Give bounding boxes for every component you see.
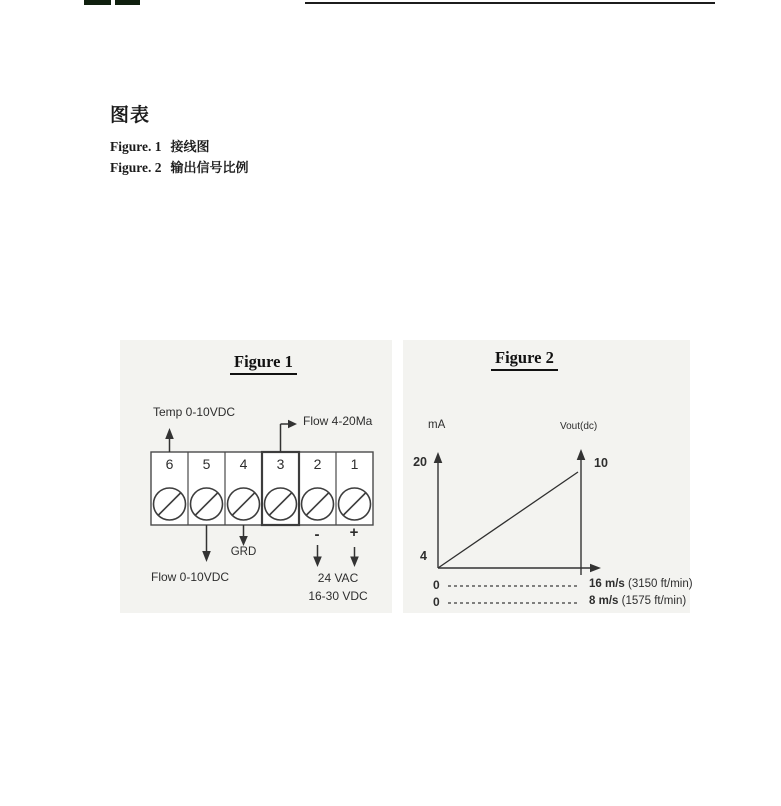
- flow010-arrow: [202, 525, 211, 562]
- terminal-number-6: 6: [165, 456, 174, 472]
- left-axis: [434, 452, 443, 568]
- range1-speed: 16 m/s: [589, 578, 625, 590]
- temp-output-label: Temp 0-10VDC: [153, 405, 236, 419]
- range2-zero: 0: [433, 595, 440, 609]
- right-axis-top-tick: 10: [594, 456, 608, 470]
- grd-label: GRD: [230, 546, 257, 558]
- figure1-panel: [120, 340, 392, 613]
- power-label-line1: 24 VAC: [317, 571, 359, 585]
- page-title: 图表: [110, 105, 151, 126]
- range2-label: [589, 595, 686, 607]
- minus-sign: -: [314, 526, 320, 543]
- range1-alt: (3150 ft/min): [624, 578, 693, 590]
- left-axis-bottom-tick: 4: [420, 549, 427, 563]
- range2-speed: 8 m/s: [589, 595, 619, 607]
- flow420-arrow: [281, 420, 298, 452]
- figure2-panel: [403, 340, 693, 613]
- logo-fragment-right: [115, 0, 140, 5]
- figure-2-ref: Figure. 2: [110, 160, 162, 175]
- plus-sign: +: [349, 524, 359, 541]
- logo-fragment-left: [84, 0, 111, 5]
- flow-010vdc-label: Flow 0-10VDC: [151, 570, 230, 584]
- figure2-title: Figure 2: [491, 348, 558, 371]
- figure-1-caption: 接线图: [170, 139, 210, 154]
- range1-label: [589, 578, 693, 590]
- terminal-number-1: 1: [350, 456, 359, 472]
- grd-arrow: [239, 525, 248, 546]
- header-rule: [305, 2, 715, 4]
- power-label-line2: 16-30 VDC: [308, 589, 368, 603]
- terminal-number-3: 3: [276, 456, 285, 472]
- terminal-number-4: 4: [239, 456, 248, 472]
- figure2-graph-graphics: [403, 340, 690, 613]
- x-axis: [438, 564, 601, 573]
- right-axis: [577, 449, 586, 575]
- terminal-number-2: 2: [313, 456, 322, 472]
- plus-arrow: [350, 547, 359, 567]
- terminal-number-5: 5: [202, 456, 211, 472]
- ma-axis-label: mA: [428, 419, 446, 431]
- flow-420ma-label: Flow 4-20Ma: [303, 414, 373, 428]
- vout-axis-label: Vout(dc): [560, 421, 598, 432]
- minus-arrow: [313, 545, 322, 567]
- left-axis-top-tick: 20: [413, 455, 427, 469]
- figure-2-caption: 输出信号比例: [170, 160, 249, 175]
- figure-list-item-1: [110, 136, 210, 155]
- figure-1-ref: Figure. 1: [110, 139, 162, 154]
- figure1-title: Figure 1: [230, 352, 297, 375]
- figure-list-item-2: [110, 157, 249, 176]
- signal-line: [438, 472, 578, 568]
- temp-arrow: [165, 428, 174, 452]
- range2-alt: (1575 ft/min): [618, 595, 687, 607]
- range1-zero: 0: [433, 578, 440, 592]
